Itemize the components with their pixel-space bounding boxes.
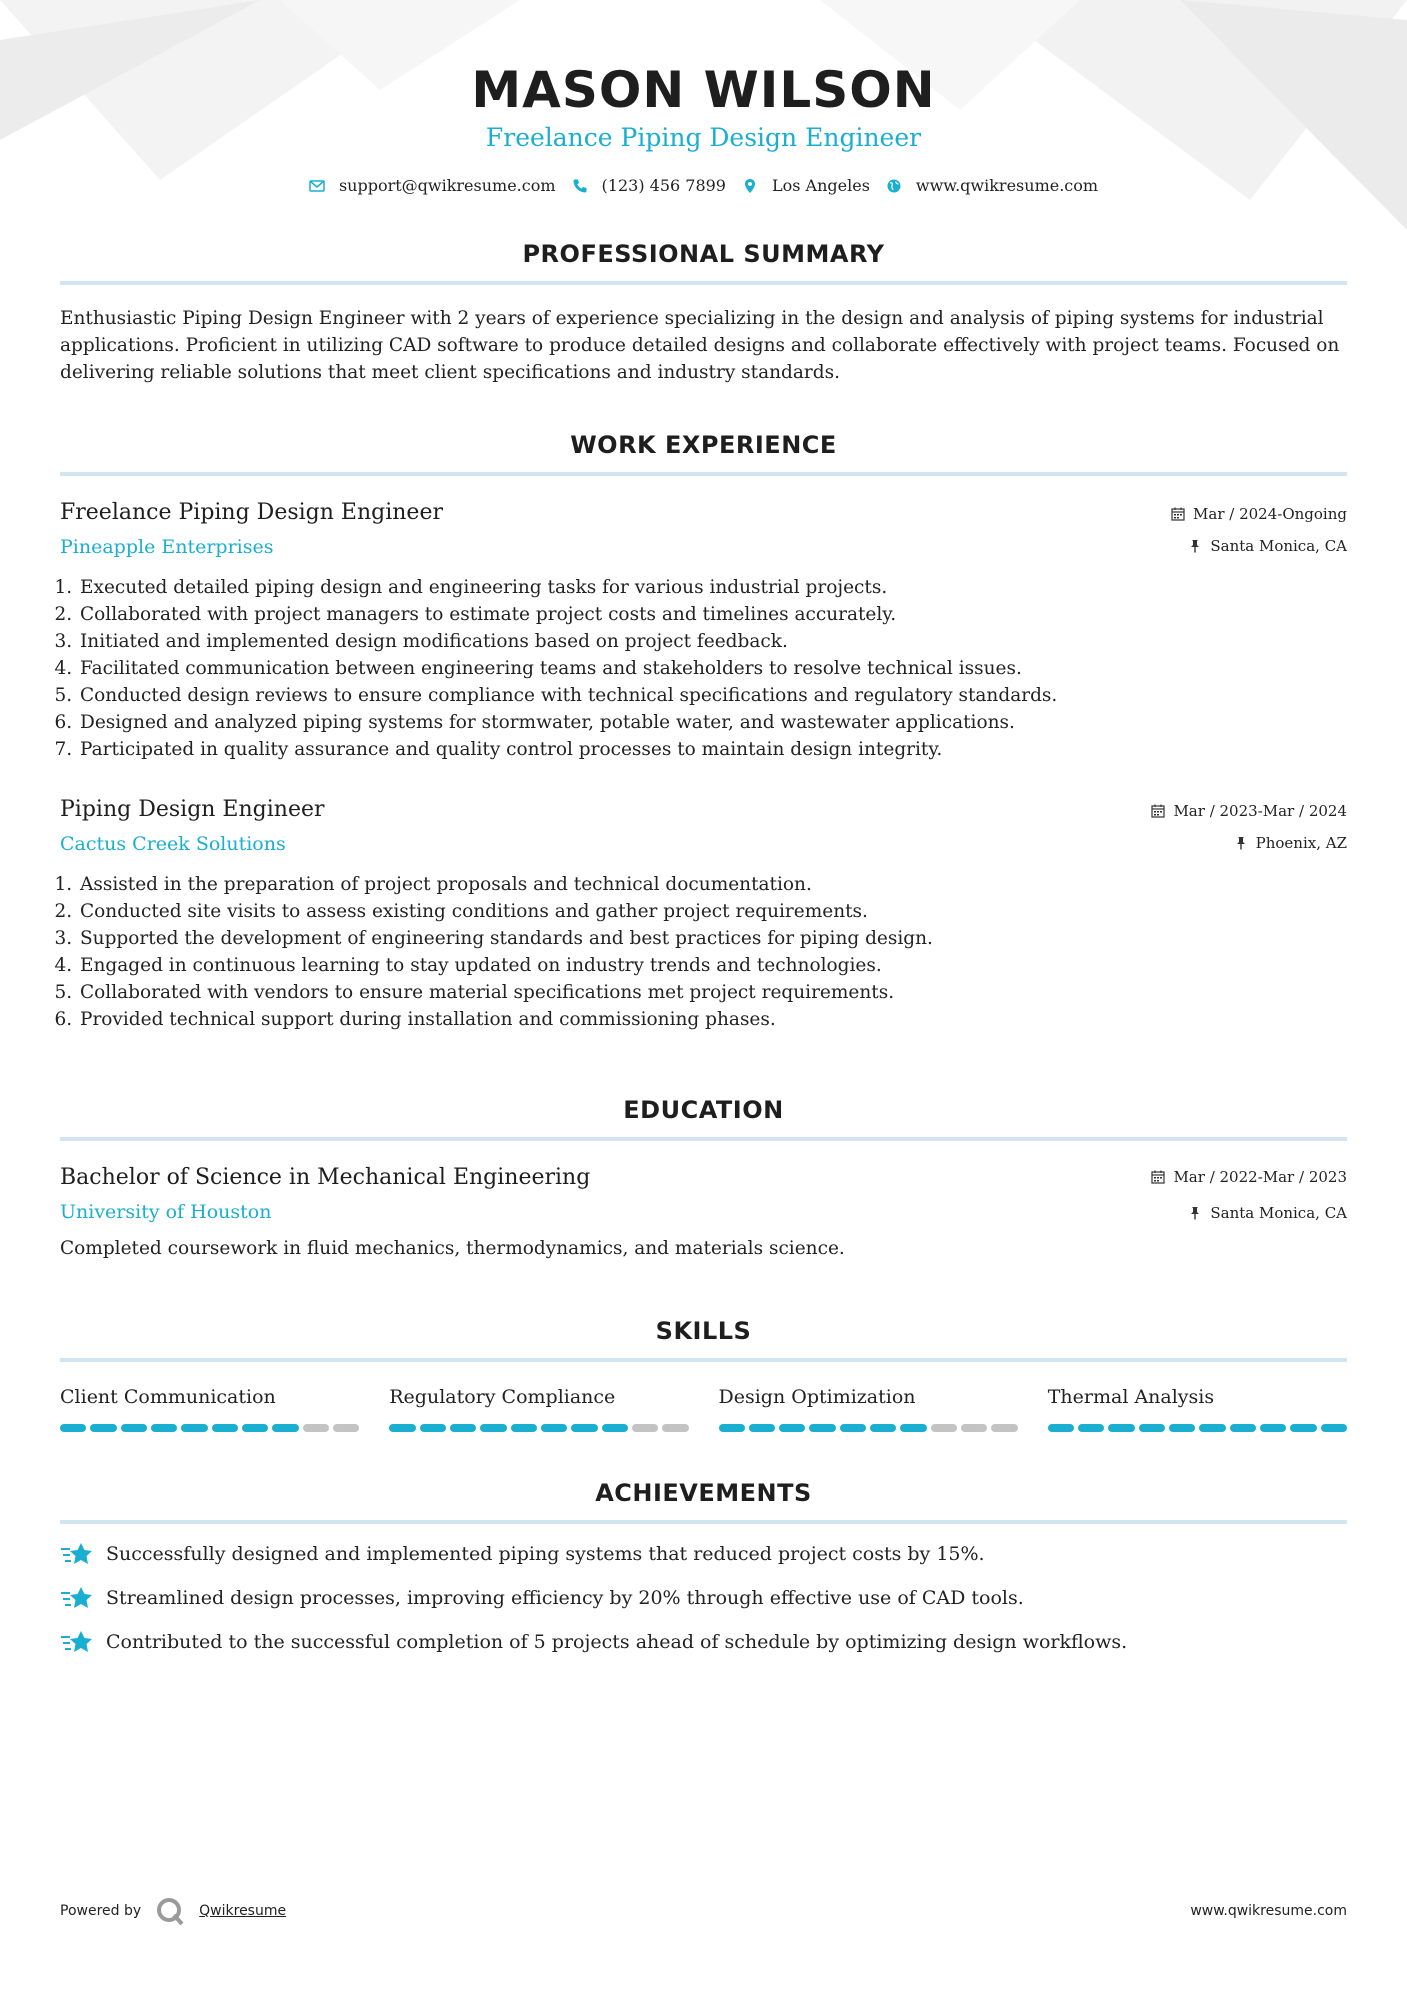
skill-level-segment [389,1424,415,1432]
skill-level-segment [632,1424,658,1432]
summary-text: Enthusiastic Piping Design Engineer with 2 years of experience specializing in the design and analysis of piping systems for industrial applications. Proficient in utilizing CAD software to produce detailed designs and collaborate effectively with project teams. Focused on delivering reliable solutions that meet client specifications and industry standards. [60,308,1340,383]
education-section [60,1095,1347,1262]
skill-name: Client Communication [60,1386,276,1408]
job-entry [60,498,1347,763]
achievement-item [60,1584,1347,1612]
achievement-text: Contributed to the successful completion of 5 projects ahead of schedule by optimizing design workflows. [106,1631,1128,1653]
list-item: 4. Engaged in continuous learning to stay updated on industry trends and technologies. [78,952,1347,979]
education-description: Completed coursework in fluid mechanics, thermodynamics, and materials science. [60,1238,845,1259]
list-item: 1. Executed detailed piping design and engineering tasks for various industrial projects. [78,574,1347,601]
skill-level-segment [1230,1424,1256,1432]
skill-level-segment [333,1424,359,1432]
skill-level-segment [1321,1424,1347,1432]
education-date: Mar / 2022-Mar / 2023 [1173,1168,1347,1186]
list-item: 1. Assisted in the preparation of project proposals and technical documentation. [78,871,1347,898]
skill-name: Regulatory Compliance [389,1386,616,1408]
skill-level-segment [840,1424,866,1432]
job-date: Mar / 2024-Ongoing [1193,505,1347,523]
experience-section [60,430,1347,1033]
list-item: 7. Participated in quality assurance and quality control processes to maintain design integrity. [78,736,1347,763]
skill-level-segment [1078,1424,1104,1432]
section-divider [60,472,1347,476]
job-title: Freelance Piping Design Engineer [60,500,443,525]
job-company: Pineapple Enterprises [60,536,274,558]
skill-level-segment [480,1424,506,1432]
skill-level-segment [181,1424,207,1432]
experience-heading: WORK EXPERIENCE [570,431,837,459]
calendar-icon [1151,1170,1165,1184]
contact-email[interactable] [309,176,556,195]
skill-level-segment [511,1424,537,1432]
skill-level-segment [809,1424,835,1432]
skill-item [719,1384,1018,1432]
skill-level-segment [571,1424,597,1432]
summary-heading: PROFESSIONAL SUMMARY [522,240,885,268]
education-heading: EDUCATION [623,1096,784,1124]
skill-level-segment [60,1424,86,1432]
skill-level-segment [450,1424,476,1432]
achievement-item [60,1628,1347,1656]
skill-item [389,1384,688,1432]
brand-link[interactable]: Qwikresume [199,1903,287,1919]
skill-level-segment [272,1424,298,1432]
phone-icon [572,178,588,194]
pushpin-icon [1188,1206,1202,1220]
education-location: Santa Monica, CA [1210,1204,1347,1222]
skill-level-segment [779,1424,805,1432]
achievement-item [60,1540,1347,1568]
section-divider [60,1137,1347,1141]
skill-level-segment [90,1424,116,1432]
skill-level-segment [719,1424,745,1432]
skill-level-segment [541,1424,567,1432]
skill-level-segment [931,1424,957,1432]
globe-icon [886,178,902,194]
summary-section [60,239,1347,386]
contact-email-text: support@qwikresume.com [338,176,556,195]
skill-level-segment [961,1424,987,1432]
envelope-icon [309,178,325,194]
achievement-text: Successfully designed and implemented piping systems that reduced project costs by 15%. [106,1543,985,1565]
contact-phone-text: (123) 456 7899 [601,176,726,195]
shooting-star-icon [60,1628,94,1656]
calendar-icon [1171,507,1185,521]
skills-list [60,1384,1347,1432]
candidate-title: Freelance Piping Design Engineer [485,123,922,152]
skills-section [60,1316,1347,1432]
contact-location [742,176,870,195]
pushpin-icon [1188,539,1202,553]
degree-title: Bachelor of Science in Mechanical Engineering [60,1165,591,1190]
contact-location-text: Los Angeles [771,176,870,195]
skill-level-segment [991,1424,1017,1432]
footer-website-link[interactable]: www.qwikresume.com [1190,1903,1347,1919]
skill-item [60,1384,359,1432]
achievement-text: Streamlined design processes, improving efficiency by 20% through effective use of CAD tools. [106,1587,1024,1609]
skill-level-segment [1290,1424,1316,1432]
qwikresume-logo-icon [155,1896,185,1926]
skill-level-segment [242,1424,268,1432]
list-item: 2. Collaborated with project managers to estimate project costs and timelines accurately. [78,601,1347,628]
skill-level-segment [870,1424,896,1432]
job-entry [60,795,1347,1033]
contact-website-text: www.qwikresume.com [915,176,1099,195]
list-item: 6. Designed and analyzed piping systems for stormwater, potable water, and wastewater applications. [78,709,1347,736]
skill-level-bar [719,1424,1018,1432]
section-divider [60,1358,1347,1362]
skill-item [1048,1384,1347,1432]
contact-bar [60,176,1347,195]
skill-level-segment [1169,1424,1195,1432]
skills-heading: SKILLS [655,1317,752,1345]
list-item: 2. Conducted site visits to assess existing conditions and gather project requirements. [78,898,1347,925]
footer [60,1896,1347,1926]
shooting-star-icon [60,1584,94,1612]
skill-name: Thermal Analysis [1047,1386,1215,1408]
school-name: University of Houston [60,1201,272,1223]
skill-level-segment [151,1424,177,1432]
job-location: Phoenix, AZ [1255,834,1347,852]
list-item: 3. Initiated and implemented design modifications based on project feedback. [78,628,1347,655]
skill-level-segment [602,1424,628,1432]
skill-level-segment [900,1424,926,1432]
skill-level-segment [212,1424,238,1432]
skill-level-segment [1139,1424,1165,1432]
powered-by-label: Powered by [60,1903,142,1919]
skill-level-segment [1199,1424,1225,1432]
list-item: 4. Facilitated communication between engineering teams and stakeholders to resolve technical issues. [78,655,1347,682]
education-entry [60,1163,1347,1262]
skill-level-segment [1260,1424,1286,1432]
skill-level-segment [1108,1424,1134,1432]
list-item: 3. Supported the development of engineering standards and best practices for piping design. [78,925,1347,952]
candidate-name: MASON WILSON [471,61,936,119]
section-divider [60,1520,1347,1524]
skill-level-segment [121,1424,147,1432]
list-item: 5. Collaborated with vendors to ensure material specifications met project requirements. [78,979,1347,1006]
list-item: 5. Conducted design reviews to ensure compliance with technical specifications and regulatory standards. [78,682,1347,709]
job-company: Cactus Creek Solutions [60,833,286,855]
achievements-section [60,1478,1347,1656]
job-title: Piping Design Engineer [60,797,325,822]
skill-level-segment [420,1424,446,1432]
contact-phone[interactable] [572,176,726,195]
job-date: Mar / 2023-Mar / 2024 [1173,802,1347,820]
skill-level-segment [303,1424,329,1432]
skill-level-segment [749,1424,775,1432]
achievements-heading: ACHIEVEMENTS [595,1479,812,1507]
section-divider [60,281,1347,285]
skill-level-bar [389,1424,688,1432]
map-pin-icon [742,178,758,194]
shooting-star-icon [60,1540,94,1568]
calendar-icon [1151,804,1165,818]
contact-website[interactable] [886,176,1098,195]
skill-level-bar [1048,1424,1347,1432]
list-item: 6. Provided technical support during installation and commissioning phases. [78,1006,1347,1033]
pushpin-icon [1234,836,1248,850]
job-bullets [60,574,1347,763]
skill-level-segment [1048,1424,1074,1432]
skill-level-bar [60,1424,359,1432]
job-bullets [60,871,1347,1033]
job-location: Santa Monica, CA [1210,537,1347,555]
skill-level-segment [662,1424,688,1432]
skill-name: Design Optimization [718,1386,916,1408]
